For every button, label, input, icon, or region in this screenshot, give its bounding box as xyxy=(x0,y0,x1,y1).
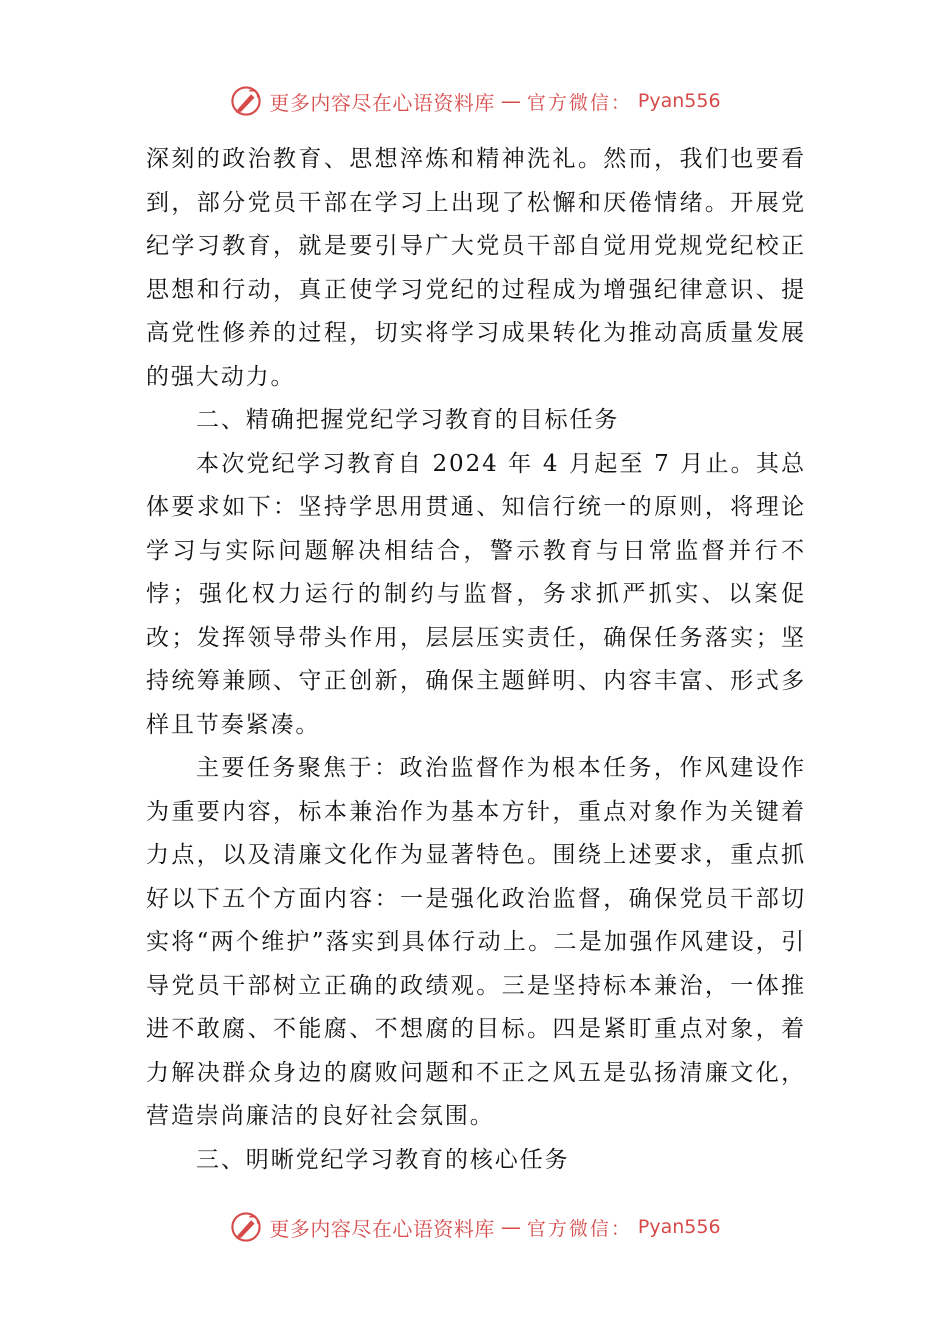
pen-logo-icon xyxy=(229,1210,263,1244)
watermark-dash: — xyxy=(500,89,521,113)
paragraph: 深刻的政治教育、思想淬炼和精神洗礼。然而，我们也要看到，部分党员干部在学习上出现了松懈和厌倦情绪。开展党纪学习教育，就是要引导广大党员干部自觉用党规党纪校正思想和行动，真正使学习党纪的过程成为增强纪律意识、提高党性修养的过程，切实将学习成果转化为推动高质量发展的强大动力。 xyxy=(146,146,806,390)
section-heading: 三、明晰党纪学习教育的核心任务 xyxy=(196,1146,570,1173)
watermark-label: 官方微信： xyxy=(526,1217,632,1240)
document-body xyxy=(146,138,806,1182)
footer-watermark xyxy=(0,1210,950,1244)
watermark-text: 更多内容尽在心语资料库 xyxy=(269,90,495,115)
watermark-id: Pyan556 xyxy=(637,90,721,112)
paragraph: 主要任务聚焦于：政治监督作为根本任务，作风建设作为重要内容，标本兼治作为基本方针，重点对象作为关键着力点，以及清廉文化作为显著特色。围绕上述要求，重点抓好以下五个方面内容：一是强化政治监督，确保党员干部切实将“两个维护”落实到具体行动上。二是加强作风建设，引导党员干部树立正确的政绩观。三是坚持标本兼治，一体推进不敢腐、不能腐、不想腐的目标。四是紧盯重点对象，着力解决群众身边的腐败问题和不正之风五是弘扬清廉文化，营造崇尚廉洁的良好社会氛围。 xyxy=(146,755,806,1129)
section-heading: 二、精确把握党纪学习教育的目标任务 xyxy=(196,407,620,433)
watermark-dash: — xyxy=(500,1215,521,1239)
paragraph: 本次党纪学习教育自 2024 年 4 月起至 7 月止。其总体要求如下：坚持学思用贯通、知信行统一的原则，将理论学习与实际问题解决相结合，警示教育与日常监督并行不悖；强化权力运行的制约与监督，务求抓严抓实、以案促改；发挥领导带头作用，层层压实责任，确保任务落实；坚持统筹兼顾、守正创新，确保主题鲜明、内容丰富、形式多样且节奏紧凑。 xyxy=(146,450,806,738)
watermark-text: 更多内容尽在心语资料库 xyxy=(269,1216,495,1241)
pen-logo-icon xyxy=(229,84,263,118)
header-watermark xyxy=(0,84,950,118)
watermark-label: 官方微信： xyxy=(526,91,632,114)
watermark-id: Pyan556 xyxy=(637,1216,721,1238)
